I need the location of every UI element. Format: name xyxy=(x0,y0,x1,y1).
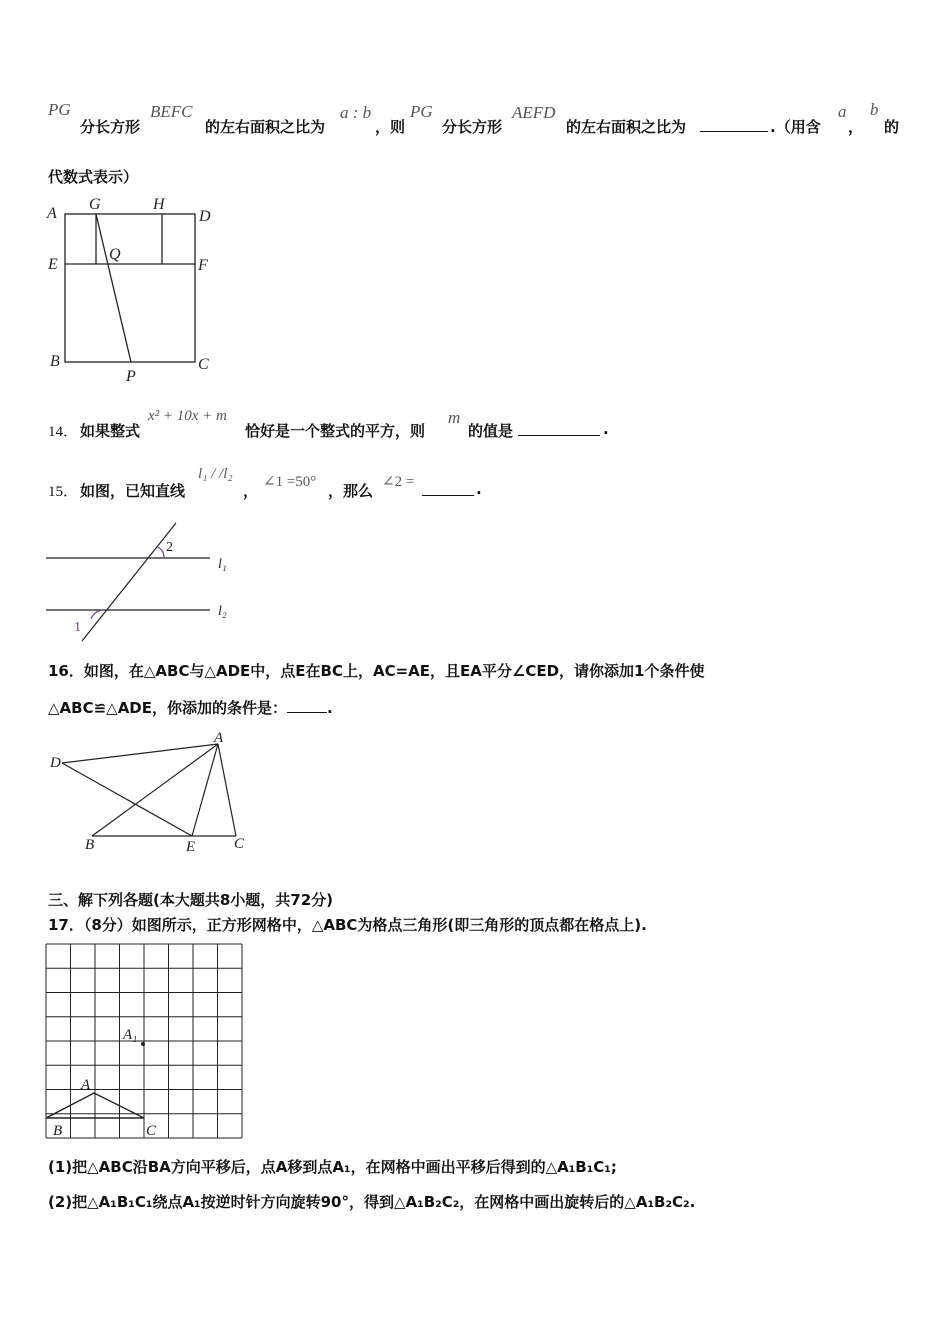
q13-text3: ，则 xyxy=(375,118,406,136)
q17-part1: (1)把△ABC沿BA方向平移后，点A移到点A₁，在网格中画出平移后得到的△A₁B₁C₁; xyxy=(48,1158,617,1176)
label-A: A xyxy=(214,730,224,746)
label-C: C xyxy=(234,836,245,852)
q15-angle1: ∠1 =50° xyxy=(263,474,317,490)
q14-number: 14． xyxy=(48,424,79,440)
label-E: E xyxy=(48,256,58,273)
label-C: C xyxy=(146,1123,157,1139)
q17-grid-figure xyxy=(44,942,246,1146)
label-l1: l₁ xyxy=(218,557,227,572)
label-angle-1: 1 xyxy=(74,620,81,635)
q15-angle2: ∠2 = xyxy=(382,474,415,490)
label-A1: A₁ xyxy=(123,1027,138,1043)
q13-pg2: PG xyxy=(410,102,433,121)
q15-parallel: l₁ / /l₂ xyxy=(198,466,233,482)
q15-parallel-lines-figure xyxy=(44,518,244,644)
q15-text2: ，那么 xyxy=(328,482,374,500)
q14-answer-blank[interactable] xyxy=(518,421,600,436)
label-G: G xyxy=(89,196,101,213)
q15-answer-blank[interactable] xyxy=(422,481,474,496)
q16-end: . xyxy=(327,699,333,717)
q14-var-m: m xyxy=(448,408,461,427)
q13-comma: ， xyxy=(848,118,864,136)
label-E: E xyxy=(186,839,196,855)
q13-text7: 的 xyxy=(884,118,900,136)
q13-ratio: a : b xyxy=(340,103,372,122)
label-F: F xyxy=(198,257,208,274)
q13-text1: 分长方形 xyxy=(80,118,141,136)
transversal xyxy=(82,523,176,641)
q13-line1 xyxy=(48,100,908,140)
q16-line2-text: △ABC≌△ADE，你添加的条件是： xyxy=(48,699,287,717)
segment-CA xyxy=(218,744,236,836)
q15-number: 15． xyxy=(48,484,79,500)
q13-text4: 分长方形 xyxy=(442,118,503,136)
q14-expression: x² + 10x + m xyxy=(148,408,227,424)
point-A1 xyxy=(141,1042,145,1046)
q15 xyxy=(48,464,528,500)
q15-text1: 如图，已知直线 xyxy=(80,482,186,500)
q14-end: . xyxy=(603,420,609,438)
label-A: A xyxy=(81,1077,91,1093)
label-B: B xyxy=(50,353,60,370)
q15-comma: ， xyxy=(243,482,259,500)
q17-statement: 17．（8分）如图所示，正方形网格中，△ABC为格点三角形(即三角形的顶点都在格点上). xyxy=(48,916,647,934)
q14 xyxy=(48,404,668,440)
q13-text5: 的左右面积之比为 xyxy=(566,118,687,136)
q16-line2 xyxy=(48,697,333,718)
segment-EA xyxy=(192,744,218,836)
segment-DE xyxy=(62,763,192,836)
q16-triangles-figure xyxy=(44,728,264,856)
label-B: B xyxy=(85,837,95,853)
q13-aefd: AEFD xyxy=(512,103,556,122)
q17-part2: (2)把△A₁B₁C₁绕点A₁按逆时针方向旋转90°，得到△A₁B₂C₂，在网格中画出旋转后的△A₁B₂C₂. xyxy=(48,1193,696,1211)
label-H: H xyxy=(153,196,165,213)
angle-2-arc xyxy=(158,547,164,558)
label-angle-2: 2 xyxy=(166,540,173,555)
label-D: D xyxy=(199,208,211,225)
q13-pg1: PG xyxy=(48,100,71,119)
section-3-heading: 三、解下列各题(本大题共8小题，共72分) xyxy=(48,891,334,909)
q16-line1: 16．如图，在△ABC与△ADE中，点E在BC上，AC=AE，且EA平分∠CED，请你添加1个条件使 xyxy=(48,662,705,680)
label-D: D xyxy=(50,755,61,771)
q13-var-b: b xyxy=(870,100,879,119)
q15-end: . xyxy=(476,480,482,498)
segment-DA xyxy=(62,744,218,763)
q14-text2: 恰好是一个整式的平方，则 xyxy=(245,422,426,440)
line-GP xyxy=(96,214,131,362)
label-Q: Q xyxy=(109,246,121,263)
rect-ABCD xyxy=(65,214,195,362)
q13-line2: 代数式表示） xyxy=(48,168,139,186)
q13-text2: 的左右面积之比为 xyxy=(205,118,326,136)
label-C: C xyxy=(198,356,209,373)
q13-answer-blank[interactable] xyxy=(700,117,768,132)
label-A: A xyxy=(47,205,57,222)
q14-text1: 如果整式 xyxy=(80,422,141,440)
q13-rectangle-figure xyxy=(44,192,224,387)
q13-var-a: a xyxy=(838,102,847,121)
q16-answer-blank[interactable] xyxy=(287,698,327,713)
q13-text6: .（用含 xyxy=(770,118,821,136)
q13-befc: BEFC xyxy=(150,102,193,121)
square-grid xyxy=(46,944,242,1138)
q14-text3: 的值是 xyxy=(468,422,514,440)
label-B: B xyxy=(53,1123,63,1139)
label-P: P xyxy=(126,368,136,385)
label-l2: l₂ xyxy=(218,604,227,619)
